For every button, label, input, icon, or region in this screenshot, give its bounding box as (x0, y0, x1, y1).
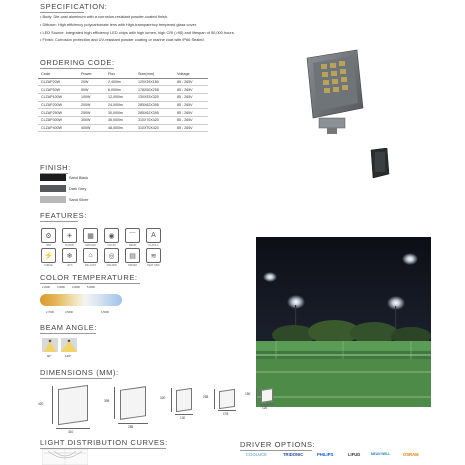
beam-angle-label: 90° (47, 354, 52, 358)
table-cell: 30,000lm (105, 109, 135, 117)
driver-brand-logo: MEAN WELL (371, 452, 391, 456)
beam-angle-heading: BEAM ANGLE: (40, 323, 98, 332)
dimension-drawing (261, 388, 273, 403)
feature-label: SMD LED (85, 243, 96, 247)
ct-label: 6,500K (101, 311, 110, 314)
temperature-icon: ❄ (62, 248, 77, 263)
dimension-width-label: 130 (180, 416, 186, 420)
led-chip-icon: ▦ (83, 228, 98, 243)
table-row (38, 86, 208, 94)
beam-angle-label: 120° (65, 354, 72, 358)
dimension-line (175, 414, 193, 415)
table-cell: 36,000lm (105, 116, 135, 124)
finish-label: Sand Silver (69, 197, 89, 202)
table-cell: 6,000lm (105, 86, 135, 94)
table-cell: 85 - 265V (174, 78, 208, 86)
spec-item: • Diffuser: High efficiency polycarbonate lens with High-transparency tempered glass cover. (40, 21, 197, 27)
dimension-drawing (219, 389, 235, 409)
table-row (38, 124, 208, 132)
light-distribution-curve-chart (42, 449, 88, 465)
finish-heading: FINISH: (40, 163, 71, 172)
feature-label: HEAT SINK (147, 263, 160, 267)
ct-label: 3,500K (65, 311, 74, 314)
dimensions-heading: DIMENSIONS (MM): (40, 368, 119, 377)
table-cell: CLZAP400W (38, 124, 78, 132)
table-cell: 200W (78, 101, 105, 109)
ct-label: 5,000K (87, 286, 96, 289)
column-header: Power (78, 70, 105, 78)
finish-swatch (40, 185, 66, 192)
feature-label: BEAM (129, 243, 136, 247)
spec-item: • Finish: Corrosion protection and UV-resistant powder coating or marine coat with IP66 Sealed. (40, 37, 205, 43)
table-cell: CLZAP300W (38, 116, 78, 124)
feature-label: DIE-CAST (84, 263, 97, 267)
table-row (38, 78, 208, 86)
dimension-line (114, 387, 115, 419)
dimension-width-label: 120 (262, 406, 268, 410)
table-cell: 285X62X395 (135, 109, 174, 117)
spec-item: • LED Source: Integrated high-efficiency LED chips with high lumen, high CRI (>90) and lifespan of 50,000 hours. (40, 29, 235, 35)
driver-brand-logo: PHILIPS (317, 452, 334, 457)
table-cell: 12,000lm (105, 93, 135, 101)
column-header: Code (38, 70, 78, 78)
table-cell: 85 - 265V (174, 116, 208, 124)
beam-angle-icon: ⌒ (125, 228, 140, 243)
table-cell: CLZAP50W (38, 86, 78, 94)
table-cell: CLZAP20W (38, 78, 78, 86)
dimension-line (218, 410, 236, 411)
table-cell: 50W (78, 86, 105, 94)
ip66-icon: ⚙ (41, 228, 56, 243)
table-row (38, 93, 208, 101)
driver-brand-logo: LIFUD (348, 452, 361, 457)
table-cell: 85 - 265V (174, 93, 208, 101)
table-cell: 85 - 265V (174, 101, 208, 109)
driver-brand-logo: COOLUCE (246, 452, 267, 457)
feature-label: SURGE (44, 263, 53, 267)
ct-label: 3,000K (57, 286, 66, 289)
dimension-line (118, 423, 148, 424)
table-cell: 85 - 265V (174, 109, 208, 117)
dimension-height-label: 258 (203, 395, 209, 399)
stadium-night-photo (256, 237, 431, 407)
cri-icon: ◉ (104, 228, 119, 243)
table-cell: 24,000lm (105, 101, 135, 109)
dimension-height-label: 420 (38, 402, 44, 406)
table-cell: 48,000lm (105, 124, 135, 132)
table-cell: 310X70X420 (135, 124, 174, 132)
table-cell: 85 - 265V (174, 86, 208, 94)
features-heading: FEATURES: (40, 211, 87, 220)
energy-class-icon: A (146, 228, 161, 243)
ct-label: 2,700K (46, 311, 55, 314)
specification-list (40, 13, 340, 44)
dimension-height-label: 150 (245, 392, 251, 396)
table-cell: 120X39X150 (135, 78, 174, 86)
table-cell: 250W (78, 109, 105, 117)
dimension-line (171, 388, 172, 412)
dimension-line (52, 386, 53, 424)
dimension-height-label: 395 (104, 399, 110, 403)
table-cell: 310X70X420 (135, 116, 174, 124)
column-header: Voltage (174, 70, 208, 78)
spec-item: • Body: Die-cast aluminum with a corrosion-resistant powder-coated finish. (40, 14, 169, 19)
dimension-width-label: 310 (68, 430, 74, 434)
table-cell: 285X62X395 (135, 101, 174, 109)
dimension-line (256, 388, 257, 403)
dimension-drawing (120, 386, 146, 420)
table-cell: 400W (78, 124, 105, 132)
table-cell: 300W (78, 116, 105, 124)
specification-heading: SPECIFICATION: (40, 2, 108, 11)
dimension-line (214, 389, 215, 409)
dimension-width-label: 178 (223, 412, 229, 416)
table-row (38, 101, 208, 109)
finish-sample-image (368, 148, 390, 180)
table-header-row (38, 70, 208, 78)
table-row (38, 116, 208, 124)
feature-label: 120LM/W (106, 263, 117, 267)
heat-sink-icon: ≋ (146, 248, 161, 263)
feature-label: CRI>90 (107, 243, 116, 247)
dimension-line (260, 404, 274, 405)
color-temperature-heading: COLOR TEMPERATURE: (40, 273, 138, 282)
driver-options-heading: DRIVER OPTIONS: (240, 440, 316, 449)
light-distribution-heading: LIGHT DISTRIBUTION CURVES: (40, 438, 168, 447)
table-cell: CLZAP200W (38, 101, 78, 109)
finish-option (40, 185, 86, 192)
feature-label: DRIVER (127, 263, 138, 267)
dimension-width-label: 285 (128, 425, 134, 429)
finish-option (40, 174, 88, 181)
finish-label: Dark Grey (69, 186, 87, 191)
floodlight-product-image (295, 48, 367, 136)
table-row (38, 109, 208, 117)
die-cast-icon: ⌂ (83, 248, 98, 263)
dimension-drawing (176, 388, 192, 412)
feature-label: -30°C (66, 263, 73, 267)
dimension-drawing (58, 385, 88, 425)
table-cell: 2,400lm (105, 78, 135, 86)
feature-label: 50,000H (64, 243, 75, 247)
table-cell: 130X53X320 (135, 93, 174, 101)
table-cell: 85 - 265V (174, 124, 208, 132)
lifespan-icon: ☀ (62, 228, 77, 243)
driver-icon: ▤ (125, 248, 140, 263)
driver-brand-logo: TRIDONIC (283, 452, 304, 457)
finish-swatch (40, 174, 66, 181)
table-cell: CLZAP250W (38, 109, 78, 117)
beam-120-image (61, 338, 77, 352)
column-header: Flux (105, 70, 135, 78)
beam-90-image (42, 338, 58, 352)
dimension-height-label: 320 (160, 396, 166, 400)
table-cell: 178X50X258 (135, 86, 174, 94)
feature-label: CLASS A (148, 243, 159, 247)
finish-swatch (40, 196, 66, 203)
table-cell: 100W (78, 93, 105, 101)
finish-option (40, 196, 88, 203)
ct-label: 2,200K (42, 286, 51, 289)
column-header: Size(mm) (135, 70, 174, 78)
surge-protection-icon: ⚡ (41, 248, 56, 263)
ordering-heading: ORDERING CODE: (40, 58, 115, 67)
driver-brand-logo: OSRAM (403, 452, 419, 457)
feature-label: IP66 (46, 243, 51, 247)
ordering-table (38, 70, 208, 132)
table-cell: 20W (78, 78, 105, 86)
color-temperature-bar (40, 294, 122, 306)
dimension-line (56, 428, 90, 429)
table-cell: CLZAP100W (38, 93, 78, 101)
efficiency-icon: ◎ (104, 248, 119, 263)
finish-label: Sand Black (69, 175, 89, 180)
ct-label: 4,000K (72, 286, 81, 289)
